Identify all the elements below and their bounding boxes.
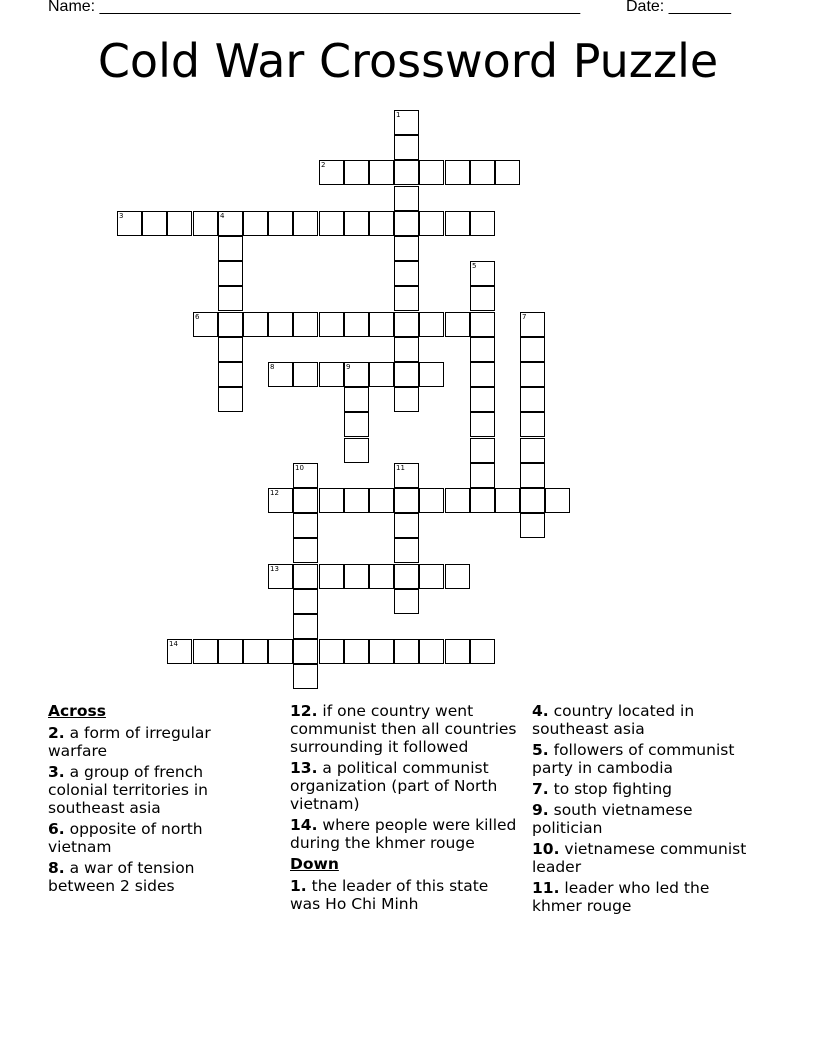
clue-number: 3 xyxy=(119,212,124,220)
clue-across-12: 12. if one country went communist then all countries surrounding it followed xyxy=(290,702,517,756)
across-heading: Across xyxy=(48,702,106,720)
clue-number: 9 xyxy=(346,363,351,371)
grid-cell[interactable] xyxy=(293,564,318,589)
grid-cell[interactable] xyxy=(167,211,192,236)
grid-cell[interactable] xyxy=(369,488,394,513)
grid-cell[interactable] xyxy=(394,639,419,664)
grid-cell[interactable] xyxy=(470,312,495,337)
grid-cell[interactable] xyxy=(394,211,419,236)
clue-column-2 xyxy=(290,702,522,916)
grid-cell[interactable] xyxy=(293,312,318,337)
grid-cell[interactable] xyxy=(218,312,243,337)
grid-cell[interactable] xyxy=(470,412,495,437)
grid-cell[interactable] xyxy=(218,337,243,362)
clue-across-2: 2. a form of irregular warfare xyxy=(48,724,211,760)
grid-cell[interactable] xyxy=(369,211,394,236)
grid-cell[interactable] xyxy=(520,488,545,513)
grid-cell[interactable] xyxy=(419,564,444,589)
grid-cell[interactable] xyxy=(419,211,444,236)
grid-cell[interactable] xyxy=(470,362,495,387)
grid-cell[interactable] xyxy=(218,236,243,261)
grid-cell[interactable] xyxy=(293,513,318,538)
grid-cell[interactable] xyxy=(319,564,344,589)
name-field-label: Name: ______________________________________________________ xyxy=(48,0,581,15)
grid-cell[interactable] xyxy=(470,160,495,185)
grid-cell[interactable] xyxy=(193,639,218,664)
grid-cell[interactable] xyxy=(369,160,394,185)
grid-cell[interactable] xyxy=(344,438,369,463)
grid-cell[interactable] xyxy=(268,639,293,664)
clue-number: 10 xyxy=(295,464,304,472)
clue-down-1: 1. the leader of this state was Ho Chi Minh xyxy=(290,877,489,913)
grid-cell[interactable] xyxy=(344,564,369,589)
clue-across-8: 8. a war of tension between 2 sides xyxy=(48,859,195,895)
clue-down-10: 10. vietnamese communist leader xyxy=(532,840,747,876)
grid-cell[interactable] xyxy=(419,312,444,337)
grid-cell[interactable] xyxy=(419,639,444,664)
clue-across-13: 13. a political communist organization (part of North vietnam) xyxy=(290,759,498,813)
grid-cell[interactable] xyxy=(520,438,545,463)
grid-cell[interactable] xyxy=(293,488,318,513)
grid-cell[interactable] xyxy=(243,211,268,236)
grid-cell[interactable] xyxy=(218,639,243,664)
grid-cell[interactable] xyxy=(445,312,470,337)
grid-cell[interactable] xyxy=(369,362,394,387)
grid-cell[interactable] xyxy=(293,538,318,563)
grid-cell[interactable] xyxy=(394,160,419,185)
grid-cell[interactable] xyxy=(470,463,495,488)
date-field-label: Date: _______ xyxy=(626,0,731,15)
clue-number: 1 xyxy=(396,111,401,119)
clue-number: 11 xyxy=(396,464,405,472)
grid-cell[interactable] xyxy=(369,564,394,589)
grid-cell[interactable] xyxy=(470,488,495,513)
grid-cell[interactable] xyxy=(445,211,470,236)
grid-cell[interactable] xyxy=(268,312,293,337)
grid-cell[interactable] xyxy=(495,160,520,185)
grid-cell[interactable] xyxy=(319,211,344,236)
grid-cell[interactable] xyxy=(293,664,318,689)
grid-cell[interactable] xyxy=(293,211,318,236)
clue-number: 6 xyxy=(195,313,200,321)
clue-number: 13 xyxy=(270,565,279,573)
grid-cell[interactable] xyxy=(369,639,394,664)
grid-cell[interactable] xyxy=(470,337,495,362)
grid-cell[interactable] xyxy=(319,488,344,513)
grid-cell[interactable] xyxy=(394,135,419,160)
grid-cell[interactable] xyxy=(394,186,419,211)
grid-cell[interactable] xyxy=(445,564,470,589)
clue-number: 5 xyxy=(472,262,477,270)
grid-cell[interactable] xyxy=(344,412,369,437)
grid-cell[interactable] xyxy=(394,312,419,337)
grid-cell[interactable] xyxy=(445,160,470,185)
grid-cell[interactable] xyxy=(394,513,419,538)
clue-down-7: 7. to stop fighting xyxy=(532,780,672,798)
grid-cell[interactable] xyxy=(394,589,419,614)
grid-cell[interactable] xyxy=(319,312,344,337)
grid-cell[interactable] xyxy=(445,488,470,513)
clue-down-5: 5. followers of communist party in cambodia xyxy=(532,741,735,777)
grid-cell[interactable] xyxy=(369,312,394,337)
grid-cell[interactable] xyxy=(394,488,419,513)
clue-down-4: 4. country located in southeast asia xyxy=(532,702,695,738)
grid-cell[interactable] xyxy=(268,211,293,236)
grid-cell[interactable] xyxy=(470,211,495,236)
grid-cell[interactable] xyxy=(470,286,495,311)
grid-cell[interactable] xyxy=(218,261,243,286)
grid-cell[interactable] xyxy=(293,589,318,614)
grid-cell[interactable] xyxy=(470,639,495,664)
grid-cell[interactable] xyxy=(344,160,369,185)
grid-cell[interactable] xyxy=(193,211,218,236)
clue-across-6: 6. opposite of north vietnam xyxy=(48,820,203,856)
grid-cell[interactable] xyxy=(520,362,545,387)
clue-across-3: 3. a group of french colonial territories in southeast asia xyxy=(48,763,208,817)
grid-cell[interactable] xyxy=(394,236,419,261)
grid-cell[interactable] xyxy=(243,312,268,337)
grid-cell[interactable] xyxy=(344,639,369,664)
grid-cell[interactable] xyxy=(293,614,318,639)
grid-cell[interactable] xyxy=(470,387,495,412)
grid-cell[interactable] xyxy=(520,463,545,488)
grid-cell[interactable] xyxy=(495,488,520,513)
grid-cell[interactable] xyxy=(293,362,318,387)
grid-cell[interactable] xyxy=(520,387,545,412)
grid-cell[interactable] xyxy=(218,286,243,311)
grid-cell[interactable] xyxy=(394,337,419,362)
grid-cell[interactable] xyxy=(394,261,419,286)
grid-cell[interactable] xyxy=(394,564,419,589)
grid-cell[interactable] xyxy=(520,412,545,437)
grid-cell[interactable] xyxy=(243,639,268,664)
grid-cell[interactable] xyxy=(218,387,243,412)
grid-cell[interactable] xyxy=(394,286,419,311)
grid-cell[interactable] xyxy=(218,362,243,387)
grid-cell[interactable] xyxy=(520,513,545,538)
grid-cell[interactable] xyxy=(394,538,419,563)
clue-number: 12 xyxy=(270,489,279,497)
clue-down-9: 9. south vietnamese politician xyxy=(532,801,693,837)
grid-cell[interactable] xyxy=(319,639,344,664)
clue-column-3 xyxy=(532,702,762,918)
grid-cell[interactable] xyxy=(142,211,167,236)
grid-cell[interactable] xyxy=(319,362,344,387)
clue-across-14: 14. where people were killed during the khmer rouge xyxy=(290,816,517,852)
grid-cell[interactable] xyxy=(520,337,545,362)
clue-number: 7 xyxy=(522,313,527,321)
clue-number: 2 xyxy=(321,161,326,169)
grid-cell[interactable] xyxy=(419,488,444,513)
down-heading: Down xyxy=(290,855,339,873)
clue-column-1 xyxy=(48,702,248,898)
clue-down-11: 11. leader who led the khmer rouge xyxy=(532,879,710,915)
grid-cell[interactable] xyxy=(344,211,369,236)
page-title: Cold War Crossword Puzzle xyxy=(97,34,719,88)
grid-cell[interactable] xyxy=(293,639,318,664)
grid-cell[interactable] xyxy=(344,312,369,337)
grid-cell[interactable] xyxy=(394,387,419,412)
grid-cell[interactable] xyxy=(344,387,369,412)
grid-cell[interactable] xyxy=(445,639,470,664)
clue-number: 14 xyxy=(169,640,178,648)
clue-number: 8 xyxy=(270,363,275,371)
grid-cell[interactable] xyxy=(419,160,444,185)
grid-cell[interactable] xyxy=(344,488,369,513)
grid-cell[interactable] xyxy=(545,488,570,513)
grid-cell[interactable] xyxy=(419,362,444,387)
grid-cell[interactable] xyxy=(394,362,419,387)
clue-number: 4 xyxy=(220,212,225,220)
grid-cell[interactable] xyxy=(470,438,495,463)
